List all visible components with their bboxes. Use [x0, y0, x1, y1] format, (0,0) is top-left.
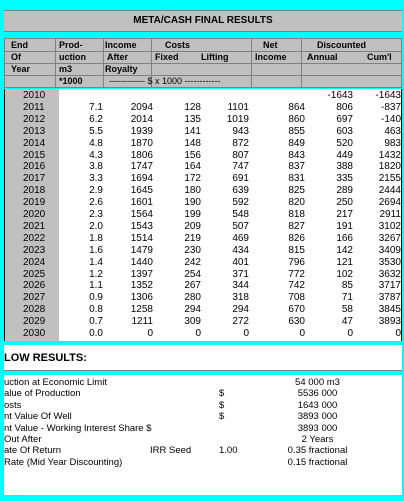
cell-year: 2013 — [23, 125, 46, 137]
cell-year: 2017 — [23, 173, 46, 185]
cell-cuml: 2444 — [378, 185, 401, 197]
result-currency: $ — [219, 388, 225, 400]
cell-cuml: -1643 — [375, 90, 401, 101]
cell-fixed: 141 — [184, 125, 201, 137]
cell-income: 1397 — [130, 268, 153, 280]
cell-lifting: 318 — [232, 292, 249, 304]
cell-annual: 250 — [336, 197, 353, 209]
cell-prod: 6.2 — [89, 113, 103, 125]
cell-lifting: 807 — [232, 149, 249, 161]
cell-lifting: 872 — [232, 137, 249, 149]
cell-income: 1694 — [130, 173, 153, 185]
cell-year: 2010 — [23, 90, 46, 101]
cell-net: 825 — [288, 185, 305, 197]
table-row — [5, 197, 403, 209]
cell-annual: 217 — [336, 209, 353, 220]
table-row — [5, 138, 403, 150]
cell-income: 1645 — [130, 185, 153, 197]
cell-cuml: 3530 — [378, 256, 401, 268]
cell-fixed: 128 — [184, 101, 201, 113]
result-label: Rate (Mid Year Discounting) — [4, 456, 123, 468]
cell-annual: 388 — [336, 161, 353, 173]
cell-income: 1514 — [130, 232, 153, 244]
table-row — [5, 209, 403, 221]
result-row — [4, 434, 402, 445]
cell-year: 2024 — [23, 256, 46, 268]
result-value: 3893 000 — [297, 422, 338, 434]
cell-prod: 1.4 — [89, 256, 103, 268]
section-title — [4, 345, 402, 371]
cell-lifting: 469 — [232, 232, 249, 244]
cell-net: 796 — [288, 256, 305, 268]
result-value: 3893 000 — [297, 411, 338, 423]
result-row — [4, 457, 402, 468]
cell-income: 2014 — [130, 113, 153, 125]
cell-prod: 0.0 — [89, 328, 103, 339]
cell-fixed: 156 — [184, 149, 201, 161]
cell-annual: 58 — [341, 304, 353, 316]
table-row — [5, 304, 403, 316]
cell-fixed: 164 — [184, 161, 201, 173]
result-label: uction at Economic Limit — [4, 377, 107, 388]
result-label: nt Value - Working Interest Share $ — [4, 422, 152, 434]
results-panel — [4, 375, 402, 495]
header-net-income: Income — [255, 52, 287, 62]
cell-cuml: 3893 — [378, 316, 401, 328]
cell-fixed: 172 — [184, 173, 201, 185]
cell-prod: 1.2 — [89, 268, 103, 280]
cell-net: 855 — [288, 125, 305, 137]
cell-cuml: 3845 — [378, 304, 401, 316]
result-label: Out After — [4, 434, 42, 445]
cell-annual: 102 — [336, 268, 353, 280]
cell-prod: 0.9 — [89, 292, 103, 304]
cell-cuml: 1432 — [378, 149, 401, 161]
cell-annual: 166 — [336, 232, 353, 244]
result-currency: 1.00 — [219, 445, 238, 457]
cell-year: 2027 — [23, 292, 46, 304]
cell-cuml: 2911 — [379, 209, 401, 220]
cell-prod: 3.8 — [89, 161, 103, 173]
result-currency: $ — [219, 411, 225, 423]
cell-net: 815 — [288, 244, 305, 256]
cell-net: 820 — [288, 197, 305, 209]
header-units: ------------ $ x 1000 ------------ — [109, 76, 221, 86]
cell-year: 2019 — [23, 197, 46, 209]
cell-fixed: 219 — [184, 232, 201, 244]
cell-prod: 0.7 — [89, 316, 103, 328]
table-row — [5, 221, 403, 233]
result-value: 5536 000 — [297, 388, 338, 400]
cell-net: 831 — [288, 173, 305, 185]
result-row — [4, 423, 402, 434]
header-m3: m3 — [59, 64, 73, 74]
result-row — [4, 388, 402, 399]
header-lifting: Lifting — [201, 52, 229, 62]
cell-cuml: 3409 — [378, 244, 401, 256]
result-row — [4, 411, 402, 422]
cell-annual: 449 — [336, 149, 353, 161]
cell-cuml: 3102 — [378, 220, 401, 232]
header-prod-unit: *1000 — [59, 76, 83, 86]
cell-annual: 520 — [336, 137, 353, 149]
cell-income: 1939 — [130, 125, 153, 137]
cell-cuml: -837 — [380, 101, 401, 113]
cell-lifting: 0 — [243, 328, 249, 339]
cell-cuml: 3267 — [378, 232, 401, 244]
cell-income: 1870 — [130, 137, 153, 149]
cell-income: 1352 — [130, 280, 153, 292]
cell-cuml: -140 — [380, 113, 401, 125]
cell-income: 1211 — [131, 316, 153, 328]
cell-fixed: 199 — [184, 209, 201, 220]
cell-income: 1440 — [130, 256, 153, 268]
cell-annual: 806 — [336, 101, 353, 113]
cell-prod: 2.3 — [89, 209, 103, 220]
cell-lifting: 691 — [232, 173, 249, 185]
cell-income: 1564 — [130, 209, 153, 220]
result-label: ate Of Return — [4, 445, 62, 457]
cell-year: 2011 — [23, 101, 45, 113]
table-row — [5, 292, 403, 304]
table-row — [5, 328, 403, 340]
table-row — [5, 185, 403, 197]
table-row — [5, 102, 403, 114]
cell-year: 2020 — [23, 209, 46, 220]
cell-annual: 121 — [336, 256, 353, 268]
cell-prod: 5.5 — [89, 125, 103, 137]
cell-annual: -1643 — [327, 90, 353, 101]
header-discounted: Discounted — [317, 40, 367, 50]
cell-lifting: 943 — [232, 125, 249, 137]
cell-lifting: 1019 — [226, 113, 249, 125]
page-title: META/CASH FINAL RESULTS — [4, 10, 402, 32]
cell-year: 2015 — [23, 149, 46, 161]
cell-prod: 1.6 — [89, 244, 103, 256]
cell-prod: 7.1 — [89, 101, 103, 113]
cell-fixed: 294 — [184, 304, 201, 316]
cell-lifting: 548 — [232, 209, 249, 220]
result-label: osts — [4, 399, 22, 411]
cell-annual: 142 — [336, 244, 353, 256]
cell-net: 860 — [288, 113, 305, 125]
cell-net: 818 — [288, 209, 305, 220]
cell-year: 2014 — [23, 137, 46, 149]
table-row — [5, 233, 403, 245]
cell-prod: 3.3 — [89, 173, 103, 185]
cell-cuml: 463 — [384, 125, 401, 137]
cell-income: 0 — [147, 328, 153, 339]
header-of: Of — [11, 52, 21, 62]
header-royalty: Royalty — [105, 64, 138, 74]
cell-lifting: 747 — [232, 161, 249, 173]
cell-prod: 2.9 — [89, 185, 103, 197]
cell-annual: 603 — [336, 125, 353, 137]
cell-income: 2094 — [130, 101, 153, 113]
cell-fixed: 0 — [195, 328, 201, 339]
cell-year: 2016 — [23, 161, 46, 173]
section-title-text: LOW RESULTS: — [4, 352, 87, 364]
cell-income: 1306 — [130, 292, 153, 304]
cell-net: 772 — [288, 268, 305, 280]
table-row — [5, 257, 403, 269]
cell-fixed: 209 — [184, 220, 201, 232]
table-row — [5, 269, 403, 281]
cell-prod: 0.8 — [89, 304, 103, 316]
cell-lifting: 507 — [232, 220, 249, 232]
cell-annual: 0 — [347, 328, 353, 339]
cell-net: 827 — [288, 220, 305, 232]
cell-net: 630 — [288, 316, 305, 328]
cell-cuml: 2694 — [378, 197, 401, 209]
cell-income: 1543 — [130, 220, 153, 232]
cell-lifting: 639 — [232, 185, 249, 197]
cell-cuml: 983 — [384, 137, 401, 149]
cell-lifting: 371 — [232, 268, 249, 280]
cell-net: 864 — [288, 101, 305, 113]
cell-lifting: 1101 — [227, 101, 249, 113]
cell-net: 826 — [288, 232, 305, 244]
cell-annual: 85 — [341, 280, 353, 292]
table-row — [5, 316, 403, 328]
cell-fixed: 267 — [184, 280, 201, 292]
table-row — [5, 173, 403, 185]
cell-annual: 697 — [336, 113, 353, 125]
table-row — [5, 90, 403, 102]
header-fixed: Fixed — [155, 52, 179, 62]
table-row — [5, 161, 403, 173]
cell-year: 2030 — [23, 328, 46, 339]
header-after: After — [107, 52, 129, 62]
table-row — [5, 280, 403, 292]
result-value: 0.35 fractional — [287, 445, 348, 457]
header-prod: Prod- — [59, 40, 83, 50]
cell-year: 2018 — [23, 185, 46, 197]
cell-year: 2025 — [23, 268, 46, 280]
cell-annual: 71 — [341, 292, 353, 304]
header-cuml: Cum'l — [367, 52, 392, 62]
header-annual: Annual — [307, 52, 338, 62]
cell-fixed: 180 — [184, 185, 201, 197]
cell-income: 1601 — [130, 197, 153, 209]
cell-net: 708 — [288, 292, 305, 304]
cell-annual: 289 — [336, 185, 353, 197]
cell-lifting: 344 — [232, 280, 249, 292]
result-value: 2 Years — [301, 434, 334, 445]
cell-income: 1479 — [130, 244, 153, 256]
cell-net: 0 — [299, 328, 305, 339]
cell-income: 1806 — [130, 149, 153, 161]
cell-net: 837 — [288, 161, 305, 173]
cell-income: 1258 — [130, 304, 153, 316]
header-income: Income — [105, 40, 137, 50]
result-value: 0.15 fractional — [287, 456, 348, 468]
cell-net: 843 — [288, 149, 305, 161]
cell-lifting: 434 — [232, 244, 249, 256]
cell-prod: 4.3 — [89, 149, 103, 161]
result-row — [4, 400, 402, 411]
cell-year: 2028 — [23, 304, 46, 316]
cell-cuml: 1820 — [378, 161, 401, 173]
result-value: 1643 000 — [297, 399, 338, 411]
cell-prod: 2.0 — [89, 220, 103, 232]
cell-annual: 47 — [341, 316, 353, 328]
header-uction: uction — [59, 52, 86, 62]
cell-year: 2026 — [23, 280, 46, 292]
cell-fixed: 254 — [184, 268, 201, 280]
cell-cuml: 2155 — [378, 173, 401, 185]
result-label: nt Value Of Well — [4, 411, 72, 423]
cell-prod: 4.8 — [89, 137, 103, 149]
cell-lifting: 294 — [232, 304, 249, 316]
header-end: End — [11, 40, 28, 50]
cell-annual: 191 — [336, 220, 353, 232]
header-costs: Costs — [165, 40, 191, 50]
cash-flow-table — [4, 89, 402, 341]
result-currency: $ — [219, 399, 225, 411]
table-row — [5, 114, 403, 126]
cell-year: 2022 — [23, 232, 46, 244]
cell-fixed: 230 — [184, 244, 201, 256]
cell-year: 2012 — [23, 113, 46, 125]
cell-net: 670 — [288, 304, 305, 316]
header-net: Net — [263, 40, 278, 50]
cell-fixed: 135 — [184, 113, 201, 125]
cell-cuml: 3632 — [378, 268, 401, 280]
cell-income: 1747 — [130, 161, 153, 173]
table-row — [5, 126, 403, 138]
result-row — [4, 445, 402, 456]
column-headers — [4, 38, 402, 88]
table-row — [5, 245, 403, 257]
cell-fixed: 148 — [184, 137, 201, 149]
result-label: alue of Production — [4, 388, 81, 400]
cell-net: 849 — [288, 137, 305, 149]
cell-cuml: 0 — [395, 328, 401, 339]
table-row — [5, 150, 403, 162]
cell-fixed: 242 — [184, 256, 201, 268]
cell-prod: 1.1 — [89, 280, 103, 292]
cell-cuml: 3787 — [378, 292, 401, 304]
cell-fixed: 190 — [184, 197, 201, 209]
cell-year: 2029 — [23, 316, 46, 328]
cell-annual: 335 — [336, 173, 353, 185]
cell-prod: 2.6 — [89, 197, 103, 209]
cell-prod: 1.8 — [89, 232, 103, 244]
header-year: Year — [11, 64, 31, 74]
cell-lifting: 592 — [232, 197, 249, 209]
cell-lifting: 401 — [232, 256, 249, 268]
cell-net: 742 — [288, 280, 305, 292]
result-row — [4, 377, 402, 388]
cell-cuml: 3717 — [378, 280, 401, 292]
cell-lifting: 272 — [232, 316, 249, 328]
cell-year: 2021 — [23, 220, 46, 232]
result-mid: IRR Seed — [150, 445, 192, 457]
result-value: 54 000 m3 — [295, 377, 340, 388]
cell-year: 2023 — [23, 244, 46, 256]
cell-fixed: 309 — [184, 316, 201, 328]
cell-fixed: 280 — [184, 292, 201, 304]
